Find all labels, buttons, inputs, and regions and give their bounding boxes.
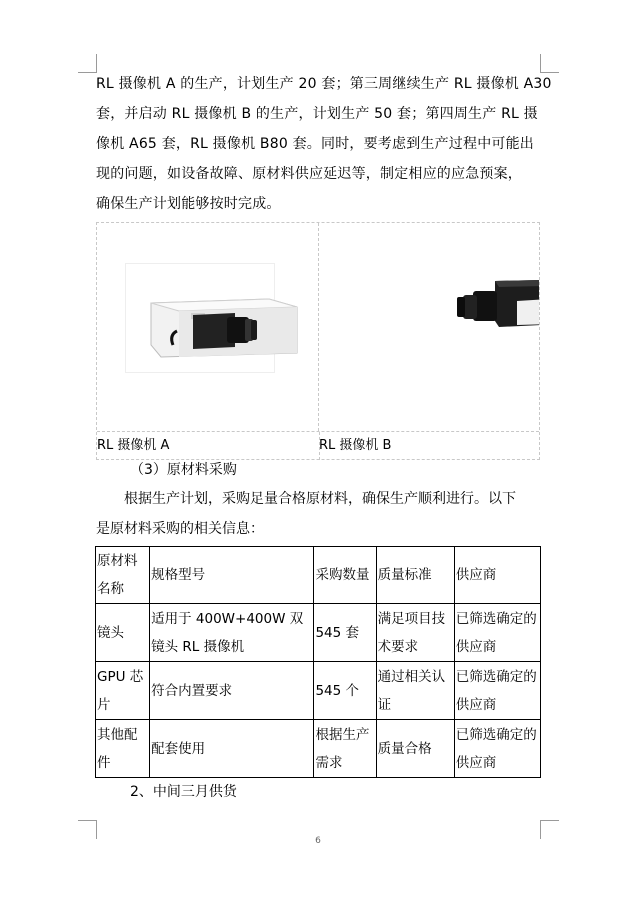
table-row bbox=[96, 662, 541, 720]
camera-a-image bbox=[97, 223, 319, 431]
table-cell: 545 套 bbox=[314, 604, 376, 662]
table-cell: 符合内置要求 bbox=[150, 662, 314, 720]
image-cell-a bbox=[97, 223, 319, 431]
table-cell: 已筛选确定的供应商 bbox=[454, 604, 540, 662]
caption-camera-a: RL 摄像机 A bbox=[97, 432, 320, 460]
intro-line: 确保生产计划能够按时完成。 bbox=[96, 196, 281, 212]
table-row bbox=[96, 720, 541, 778]
page-number: 6 bbox=[315, 836, 321, 846]
table-header-cell: 质量标准 bbox=[376, 547, 454, 604]
intro-line: RL 摄像机 A 的生产，计划生产 20 套；第三周继续生产 RL 摄像机 A30 bbox=[96, 76, 552, 92]
table-cell: 满足项目技术要求 bbox=[376, 604, 454, 662]
table-header-cell: 供应商 bbox=[454, 547, 540, 604]
table-cell: 已筛选确定的供应商 bbox=[454, 720, 540, 778]
margin-mark-top-left bbox=[78, 54, 97, 73]
table-row bbox=[96, 604, 541, 662]
section-heading: （3）原材料采购 bbox=[130, 462, 237, 478]
intro-line: 像机 A65 套，RL 摄像机 B80 套。同时，要考虑到生产过程中可能出 bbox=[96, 136, 534, 152]
table-header-cell: 规格型号 bbox=[150, 547, 314, 604]
table-header-cell: 采购数量 bbox=[314, 547, 376, 604]
table-cell: 其他配件 bbox=[96, 720, 150, 778]
table-cell: 配套使用 bbox=[150, 720, 314, 778]
body-line: 是原材料采购的相关信息： bbox=[96, 521, 264, 537]
next-section-heading: 2、中间三月供货 bbox=[130, 784, 237, 800]
table-cell: 根据生产需求 bbox=[314, 720, 376, 778]
table-cell: 适用于 400W+400W 双镜头 RL 摄像机 bbox=[150, 604, 314, 662]
image-table bbox=[96, 222, 540, 460]
body-line: 根据生产计划，采购足量合格原材料，确保生产顺利进行。以下 bbox=[96, 491, 516, 507]
intro-line: 现的问题，如设备故障、原材料供应延迟等，制定相应的应急预案， bbox=[96, 166, 522, 182]
table-header-row bbox=[96, 547, 541, 604]
table-cell: GPU 芯片 bbox=[96, 662, 150, 720]
table-cell: 545 个 bbox=[314, 662, 376, 720]
caption-row bbox=[97, 431, 539, 460]
table-cell: 已筛选确定的供应商 bbox=[454, 662, 540, 720]
table-header-cell: 原材料名称 bbox=[96, 547, 150, 604]
camera-b-image bbox=[319, 223, 539, 431]
caption-camera-b: RL 摄像机 B bbox=[319, 438, 392, 453]
table-cell: 通过相关认证 bbox=[376, 662, 454, 720]
intro-line: 套，并启动 RL 摄像机 B 的生产，计划生产 50 套；第四周生产 RL 摄 bbox=[96, 106, 538, 122]
materials-table bbox=[95, 546, 541, 778]
table-cell: 镜头 bbox=[96, 604, 150, 662]
body-paragraph bbox=[96, 484, 516, 544]
intro-paragraph bbox=[96, 69, 552, 219]
table-cell: 质量合格 bbox=[376, 720, 454, 778]
image-cell-b bbox=[319, 223, 539, 431]
